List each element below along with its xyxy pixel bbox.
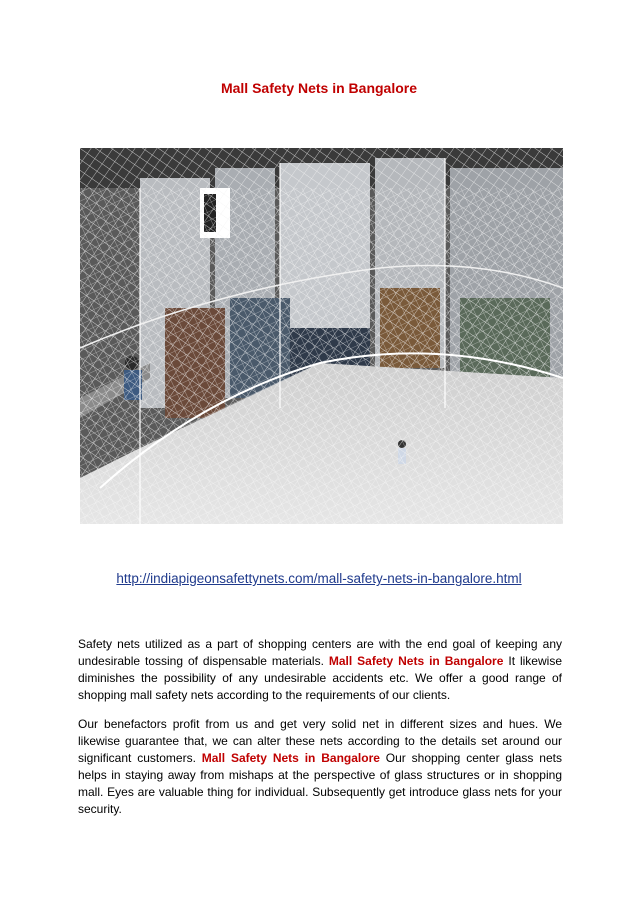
paragraph-1-text-start: Safety nets utilized as a part of shopping centers are with the end goal of keeping any undesirable tossing of dispensable materials. [78,637,562,668]
paragraph-2-text-end: Our shopping center glass nets helps in staying away from mishaps at the perspective of glass structures or in shopping mall. Eyes are valuable thing for individual. Subsequently get introduce glass nets for your security. [78,751,562,816]
paragraph-1 [78,636,562,704]
paragraph-1-highlight: Mall Safety Nets in Bangalore [328,654,504,668]
body-text [78,636,562,830]
mall-safety-net-photo [80,148,563,524]
paragraph-2-highlight: Mall Safety Nets in Bangalore [201,751,380,765]
paragraph-2-text-start: Our benefactors profit from us and get very solid net in different sizes and hues. We likewise guarantee that, we can alter these nets according to the details set around our significant customers. [78,717,562,765]
paragraph-2 [78,716,562,818]
paragraph-1-text-end: It likewise diminishes the possibility of any undesirable accidents etc. We offer a good range of shopping mall safety nets according to the requirements of our clients. [78,654,562,702]
page-title: Mall Safety Nets in Bangalore [220,80,418,96]
source-url-link[interactable]: http://indiapigeonsafettynets.com/mall-safety-nets-in-bangalore.html [116,571,522,586]
